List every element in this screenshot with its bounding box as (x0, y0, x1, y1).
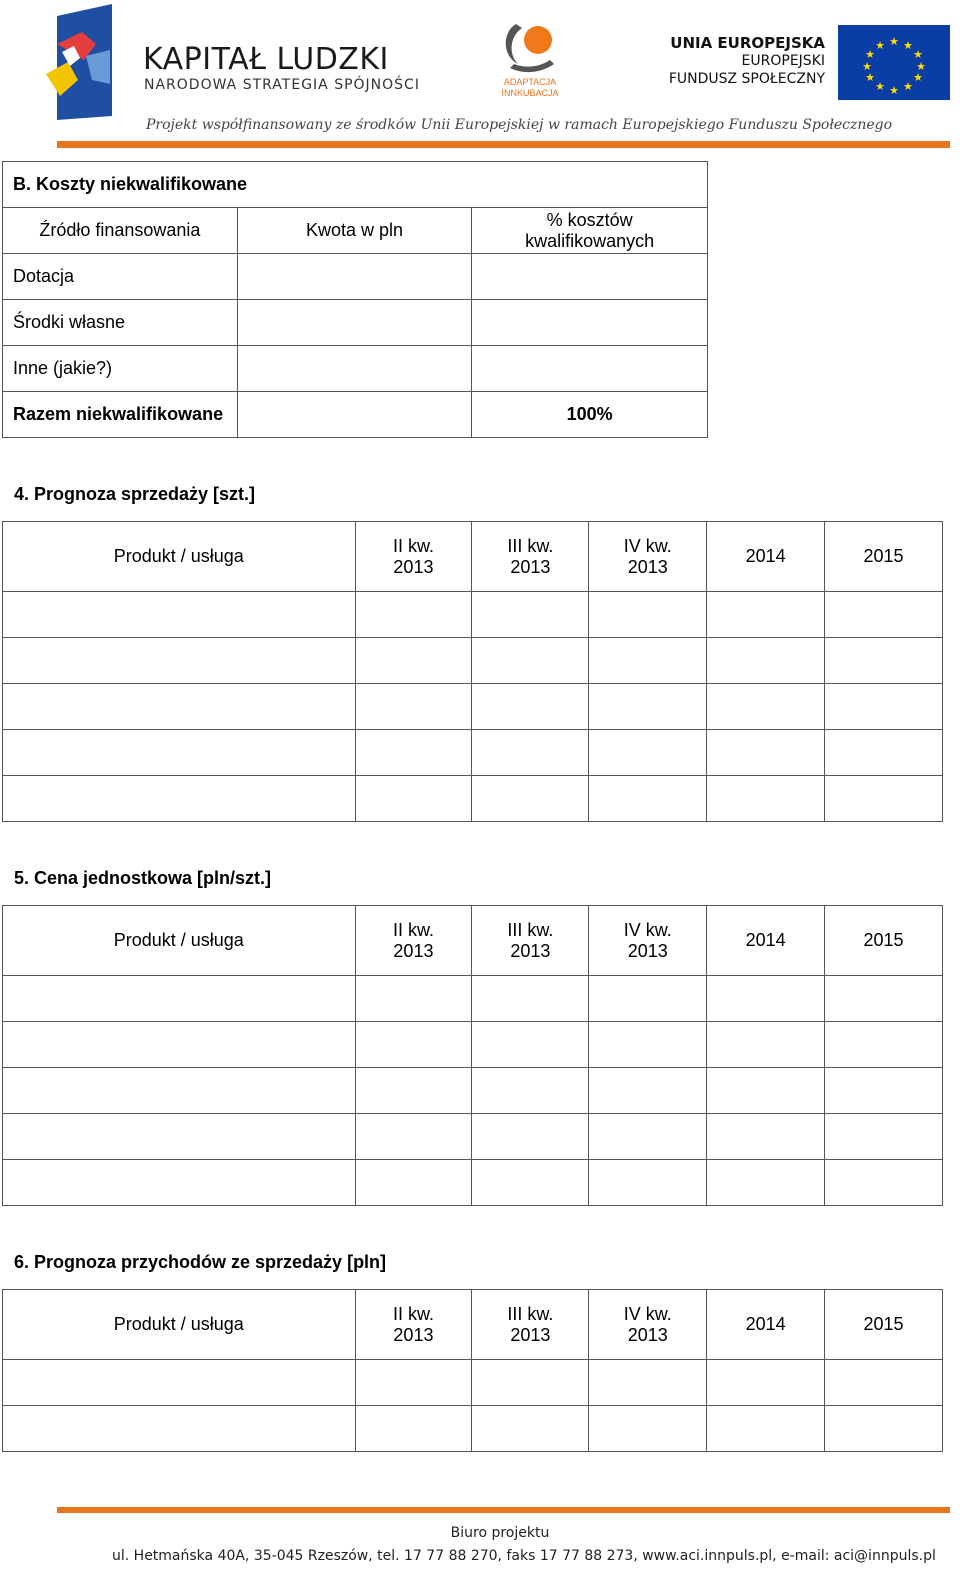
svg-text:★: ★ (875, 80, 885, 93)
footer-divider (57, 1507, 950, 1513)
cell[interactable] (707, 976, 825, 1022)
col-q2-year: 2013 (393, 556, 434, 577)
svg-text:★: ★ (865, 71, 875, 84)
cell[interactable] (825, 976, 943, 1022)
col-q3-year: 2013 (510, 556, 551, 577)
cell[interactable] (825, 592, 943, 638)
cell[interactable] (589, 1114, 707, 1160)
cell[interactable] (472, 1022, 589, 1068)
table-row (3, 1022, 943, 1068)
cell[interactable] (3, 1360, 356, 1406)
cell[interactable] (707, 1114, 825, 1160)
cell[interactable] (472, 976, 589, 1022)
col-2014: 2014 (707, 1290, 825, 1360)
cell[interactable] (3, 1160, 356, 1206)
cell[interactable] (589, 592, 707, 638)
eu-fund-line1: EUROPEJSKI (741, 53, 825, 69)
col-q2-2013 (355, 906, 472, 976)
header-amount: Kwota w pln (237, 208, 471, 254)
cell[interactable] (707, 1068, 825, 1114)
cell[interactable] (355, 1114, 472, 1160)
col-q4-year: 2013 (627, 940, 668, 961)
col-2014: 2014 (707, 906, 825, 976)
cell[interactable] (707, 730, 825, 776)
cell[interactable] (589, 1406, 707, 1452)
col-q2-label: II kw. (392, 919, 434, 940)
col-q2-label: II kw. (392, 535, 434, 556)
total-label: Razem niekwalifikowane (3, 392, 238, 438)
cell-percent[interactable] (472, 346, 708, 392)
col-product: Produkt / usługa (3, 1290, 356, 1360)
cell-amount[interactable] (237, 346, 471, 392)
section-4-table (2, 521, 943, 822)
row-label-inne: Inne (jakie?) (3, 346, 238, 392)
cell[interactable] (355, 1068, 472, 1114)
col-q2-2013 (355, 1290, 472, 1360)
cell-percent[interactable] (472, 300, 708, 346)
cell[interactable] (589, 1360, 707, 1406)
cell[interactable] (472, 776, 589, 822)
cell[interactable] (355, 776, 472, 822)
cell[interactable] (472, 730, 589, 776)
header-percent: % kosztów kwalifikowanych (472, 208, 708, 254)
section-5-title: 5. Cena jednostkowa [pln/szt.] (14, 868, 272, 888)
svg-text:★: ★ (913, 48, 923, 61)
cell[interactable] (825, 684, 943, 730)
col-q4-2013 (589, 906, 707, 976)
col-q3-label: III kw. (507, 535, 554, 556)
cell[interactable] (825, 1114, 943, 1160)
cell[interactable] (825, 1068, 943, 1114)
cell[interactable] (707, 1022, 825, 1068)
cell[interactable] (472, 638, 589, 684)
cell[interactable] (355, 976, 472, 1022)
col-q4-label: IV kw. (623, 535, 672, 556)
section-6-table (2, 1289, 943, 1452)
cell[interactable] (355, 638, 472, 684)
cell[interactable] (589, 776, 707, 822)
table-row (3, 1360, 943, 1406)
table-row (3, 1114, 943, 1160)
table-row (3, 730, 943, 776)
col-q2-year: 2013 (393, 940, 434, 961)
table-row (3, 684, 943, 730)
table-row (3, 776, 943, 822)
cell[interactable] (825, 638, 943, 684)
col-2014: 2014 (707, 522, 825, 592)
table-row (3, 1068, 943, 1114)
col-q4-year: 2013 (627, 556, 668, 577)
cell[interactable] (3, 684, 356, 730)
cell[interactable] (707, 638, 825, 684)
kapital-ludzki-title: KAPITAŁ LUDZKI (143, 42, 389, 77)
svg-text:★: ★ (913, 71, 923, 84)
col-q3-2013 (472, 522, 589, 592)
adaptacja-line1: ADAPTACJA (503, 77, 557, 87)
cell-amount[interactable] (237, 392, 471, 438)
table-row (3, 1160, 943, 1206)
project-cofinancing-note: Projekt współfinansowany ze środków Unii Europejskiej w ramach Europejskiego Funduszu Społecznego (146, 117, 893, 133)
col-q3-2013 (472, 1290, 589, 1360)
row-label-dotacja: Dotacja (3, 254, 238, 300)
col-q2-2013 (355, 522, 472, 592)
adaptacja-line2: INNKUBACJA (501, 88, 559, 98)
col-q2-year: 2013 (393, 1324, 434, 1345)
col-q4-year: 2013 (627, 1324, 668, 1345)
cell[interactable] (3, 730, 356, 776)
cell[interactable] (707, 1360, 825, 1406)
footer-address: ul. Hetmańska 40A, 35-045 Rzeszów, tel. 17 77 88 270, faks 17 77 88 273, www.aci.innpuls.pl, e-mail: aci@innpuls.pl (112, 1548, 936, 1564)
adaptacja-text (498, 77, 562, 99)
cell[interactable] (3, 976, 356, 1022)
svg-text:★: ★ (889, 84, 899, 97)
table-row (3, 1406, 943, 1452)
svg-text:★: ★ (865, 48, 875, 61)
cell[interactable] (589, 976, 707, 1022)
cell[interactable] (825, 1160, 943, 1206)
cell[interactable] (3, 592, 356, 638)
total-percent: 100% (472, 392, 708, 438)
cell[interactable] (589, 684, 707, 730)
cell[interactable] (707, 592, 825, 638)
cell[interactable] (707, 1160, 825, 1206)
eu-title: UNIA EUROPEJSKA (670, 34, 825, 52)
section-4-title: 4. Prognoza sprzedaży [szt.] (14, 484, 256, 504)
col-product: Produkt / usługa (3, 522, 356, 592)
cell[interactable] (3, 638, 356, 684)
cell[interactable] (3, 1022, 356, 1068)
col-q4-2013 (589, 1290, 707, 1360)
cell[interactable] (355, 684, 472, 730)
section-b-table (2, 161, 708, 438)
eu-fund-line2: FUNDUSZ SPOŁECZNY (668, 71, 825, 87)
cell[interactable] (355, 1160, 472, 1206)
table-row (3, 592, 943, 638)
col-q3-label: III kw. (507, 1303, 554, 1324)
cell[interactable] (825, 776, 943, 822)
cell[interactable] (3, 1068, 356, 1114)
cell-amount[interactable] (237, 254, 471, 300)
col-2015: 2015 (825, 522, 943, 592)
cell-amount[interactable] (237, 300, 471, 346)
cell[interactable] (3, 776, 356, 822)
section-b-title: B. Koszty niekwalifikowane (3, 162, 708, 208)
col-q3-year: 2013 (510, 940, 551, 961)
cell[interactable] (472, 1114, 589, 1160)
svg-text:★: ★ (903, 39, 913, 52)
cell[interactable] (825, 1406, 943, 1452)
cell[interactable] (707, 684, 825, 730)
kapital-ludzki-logo (40, 4, 135, 120)
footer-office: Biuro projektu (450, 1525, 550, 1541)
svg-text:★: ★ (889, 35, 899, 48)
cell[interactable] (3, 1406, 356, 1452)
cell[interactable] (589, 730, 707, 776)
col-q4-label: IV kw. (623, 919, 672, 940)
col-q4-2013 (589, 522, 707, 592)
cell[interactable] (472, 1068, 589, 1114)
svg-text:★: ★ (903, 80, 913, 93)
section-5-table (2, 905, 943, 1206)
cell[interactable] (355, 1022, 472, 1068)
svg-text:★: ★ (916, 60, 926, 73)
cell[interactable] (355, 730, 472, 776)
col-q3-year: 2013 (510, 1324, 551, 1345)
cell[interactable] (825, 1360, 943, 1406)
table-row (3, 638, 943, 684)
adaptacja-logo (498, 20, 562, 76)
table-row (3, 976, 943, 1022)
cell[interactable] (589, 1022, 707, 1068)
col-2015: 2015 (825, 1290, 943, 1360)
header-source: Źródło finansowania (3, 208, 238, 254)
cell[interactable] (707, 1406, 825, 1452)
svg-text:★: ★ (875, 39, 885, 52)
cell[interactable] (355, 592, 472, 638)
cell[interactable] (472, 592, 589, 638)
cell[interactable] (589, 638, 707, 684)
svg-text:★: ★ (862, 60, 872, 73)
cell[interactable] (472, 684, 589, 730)
col-q3-label: III kw. (507, 919, 554, 940)
cell[interactable] (707, 776, 825, 822)
row-label-srodki-wlasne: Środki własne (3, 300, 238, 346)
eu-flag (838, 25, 950, 100)
cell[interactable] (3, 1114, 356, 1160)
kapital-ludzki-subtitle: NARODOWA STRATEGIA SPÓJNOŚCI (144, 77, 420, 93)
cell[interactable] (589, 1160, 707, 1206)
cell[interactable] (825, 730, 943, 776)
cell-percent[interactable] (472, 254, 708, 300)
col-product: Produkt / usługa (3, 906, 356, 976)
cell[interactable] (472, 1360, 589, 1406)
col-q3-2013 (472, 906, 589, 976)
cell[interactable] (472, 1406, 589, 1452)
cell[interactable] (355, 1360, 472, 1406)
header-divider (57, 141, 950, 148)
col-2015: 2015 (825, 906, 943, 976)
cell[interactable] (825, 1022, 943, 1068)
section-6-title: 6. Prognoza przychodów ze sprzedaży [pln] (14, 1252, 387, 1272)
cell[interactable] (472, 1160, 589, 1206)
col-q4-label: IV kw. (623, 1303, 672, 1324)
cell[interactable] (589, 1068, 707, 1114)
col-q2-label: II kw. (392, 1303, 434, 1324)
cell[interactable] (355, 1406, 472, 1452)
